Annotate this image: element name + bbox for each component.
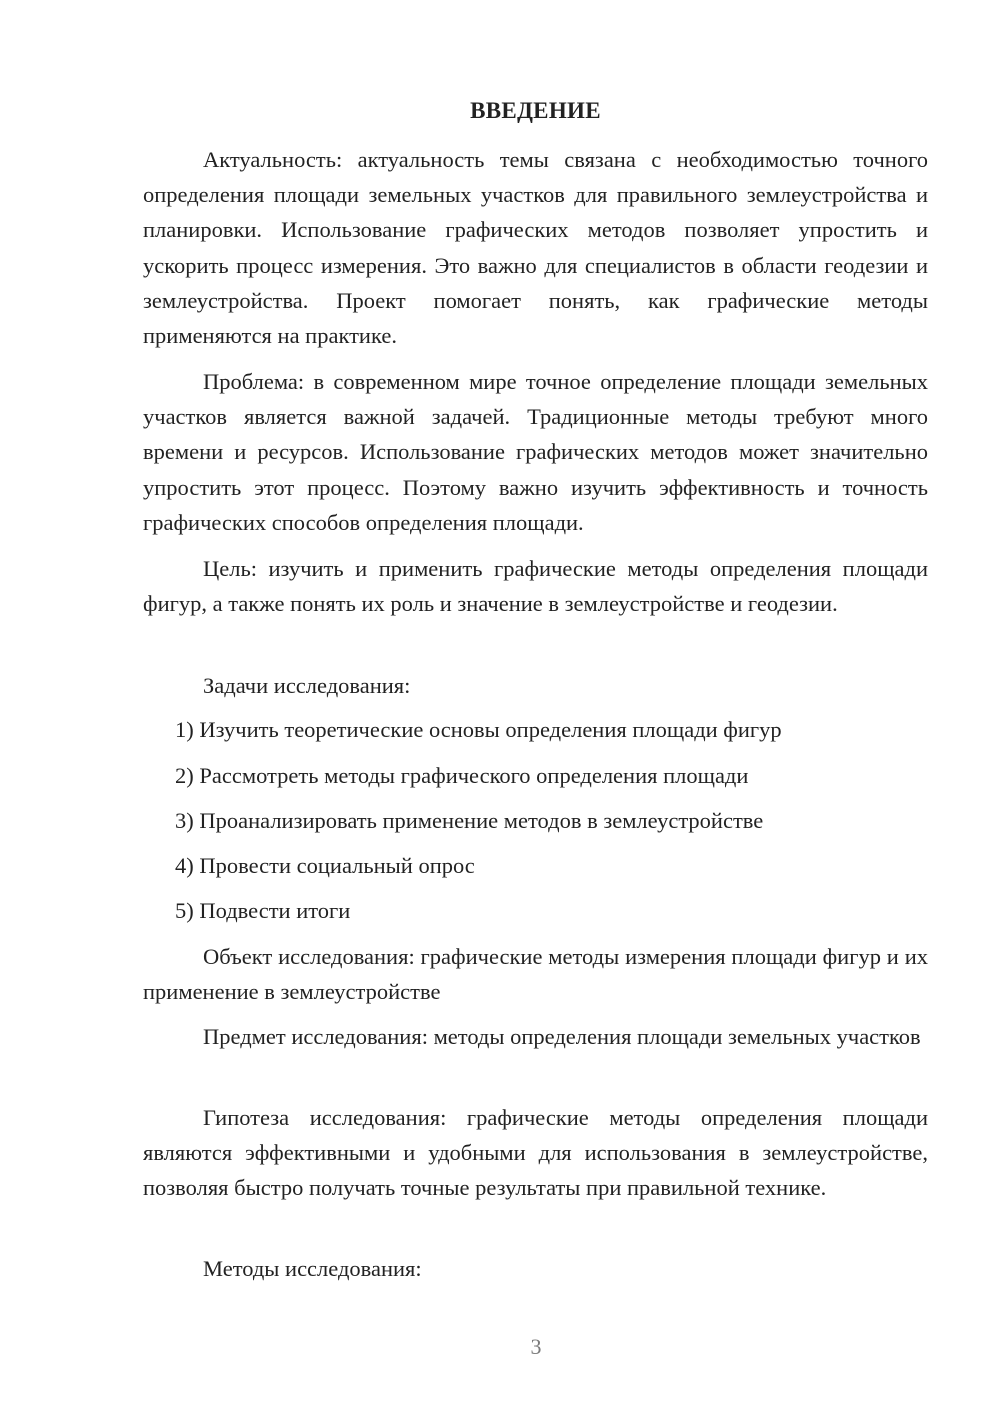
- section-title: ВВЕДЕНИЕ: [470, 98, 601, 123]
- methods-heading: Методы исследования:: [203, 1256, 422, 1281]
- relevance-paragraph: Актуальность: актуальность темы связана с необходимостью точного определения площади земельных участков для правильного землеустройства и планировки. Использование графических методов позволяет упростить и ускорить процесс измерения. Это важно для специалистов в области геодезии и землеустройства. Проект помогает понять, как графические методы применяются на практике.: [143, 147, 928, 349]
- subject-paragraph: Предмет исследования: методы определения площади земельных участков: [203, 1024, 921, 1049]
- task-item-5: 5) Подвести итоги: [175, 898, 351, 923]
- task-item-3: 3) Проанализировать применение методов в землеустройстве: [175, 808, 764, 833]
- page-number: 3: [530, 1334, 542, 1359]
- tasks-heading: Задачи исследования:: [203, 673, 411, 698]
- problem-paragraph: Проблема: в современном мире точное определение площади земельных участков является важной задачей. Традиционные методы требуют много времени и ресурсов. Использование графических методов может значительно упростить этот процесс. Поэтому важно изучить эффективность и точность графических способов определения площади.: [143, 369, 928, 535]
- goal-paragraph: Цель: изучить и применить графические методы определения площади фигур, а также понять их роль и значение в землеустройстве и геодезии.: [143, 556, 928, 617]
- task-item-1: 1) Изучить теоретические основы определения площади фигур: [175, 717, 782, 742]
- object-paragraph: Объект исследования: графические методы измерения площади фигур и их применение в землеустройстве: [143, 944, 928, 1005]
- hypothesis-paragraph: Гипотеза исследования: графические методы определения площади являются эффективными и удобными для использования в землеустройстве, позволяя быстро получать точные результаты при правильной технике.: [143, 1105, 928, 1201]
- task-item-2: 2) Рассмотреть методы графического определения площади: [175, 763, 749, 788]
- task-item-4: 4) Провести социальный опрос: [175, 853, 475, 878]
